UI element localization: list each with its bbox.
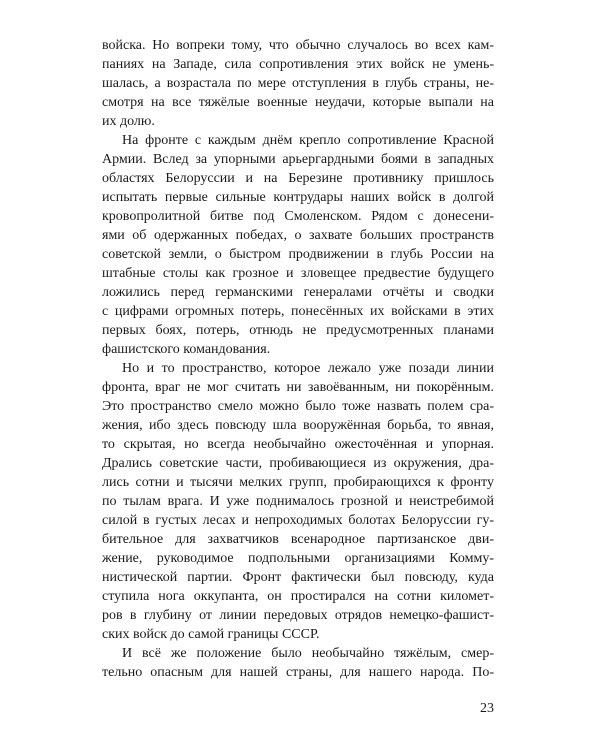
text-line: Дрались советские части, пробивающиеся из окружения, дра- bbox=[102, 456, 494, 471]
text-line: фашистского командования. bbox=[102, 342, 271, 357]
body-text bbox=[102, 36, 494, 682]
text-line: силой в густых лесах и непроходимых болотах Белоруссии гу- bbox=[102, 513, 494, 528]
text-line: войска. Но вопреки тому, что обычно случалось во всех кам- bbox=[102, 38, 494, 53]
text-line: штабные столы как грозное и зловещее предвестие будущего bbox=[102, 266, 494, 281]
text-line: с цифрами огромных потерь, понесённых их войсками в этих bbox=[102, 304, 494, 319]
text-line: жения, ибо здесь повсюду шла вооружённая борьба, то явная, bbox=[102, 418, 494, 433]
text-line: Но и то пространство, которое лежало уже позади линии bbox=[122, 361, 494, 376]
text-line: ложились перед германскими генералами отчёты и сводки bbox=[102, 285, 494, 300]
text-line: ров в глубину от линии передовых отрядов немецко-фашист- bbox=[102, 608, 494, 623]
text-line: по тылам врага. И уже поднималось грозной и неистребимой bbox=[102, 494, 494, 509]
page-number: 23 bbox=[480, 701, 494, 716]
text-line: их долю. bbox=[102, 114, 155, 129]
text-line: На фронте с каждым днём крепло сопротивление Красной bbox=[122, 133, 494, 148]
text-line: И всё же положение было необычайно тяжёлым, смер- bbox=[122, 646, 494, 661]
text-line: первых боях, потерь, отнюдь не предусмотренных планами bbox=[102, 323, 494, 338]
text-line: то скрытая, но всегда необычайно ожесточённая и упорная. bbox=[102, 437, 494, 452]
text-line: нистической партии. Фронт фактически был повсюду, куда bbox=[102, 570, 494, 585]
paragraph bbox=[102, 131, 494, 359]
text-line: ями об одержанных победах, о захвате больших пространств bbox=[102, 228, 494, 243]
paragraph bbox=[102, 644, 494, 682]
text-line: ских войск до самой границы СССР. bbox=[102, 627, 320, 642]
text-line: тельно опасным для нашей страны, для нашего народа. По- bbox=[102, 665, 494, 680]
text-line: кровопролитной битве под Смоленском. Рядом с донесени- bbox=[102, 209, 494, 224]
text-line: испытать первые сильные контрудары наших войск в долгой bbox=[102, 190, 494, 205]
text-line: лись сотни и тысячи мелких групп, пробирающихся к фронту bbox=[102, 475, 494, 490]
text-line: Армии. Вслед за упорными арьергардными боями в западных bbox=[102, 152, 494, 167]
text-line: шалась, а возрастала по мере отступления в глубь страны, не- bbox=[102, 76, 494, 91]
text-line: смотря на все тяжёлые военные неудачи, которые выпали на bbox=[102, 95, 494, 110]
text-line: паниях на Западе, сила сопротивления этих войск не умень- bbox=[102, 57, 494, 72]
paragraph bbox=[102, 36, 494, 131]
paragraph bbox=[102, 359, 494, 644]
text-line: жение, руководимое подпольными организациями Комму- bbox=[102, 551, 494, 566]
text-line: ступила нога оккупанта, он простирался на сотни километ- bbox=[102, 589, 494, 604]
text-line: областях Белоруссии и на Березине противнику пришлось bbox=[102, 171, 494, 186]
text-line: фронта, враг не мог считать ни завоёванным, ни покорённым. bbox=[102, 380, 494, 395]
text-line: советской земли, о быстром продвижении в глубь России на bbox=[102, 247, 494, 262]
text-line: Это пространство смело можно было тоже назвать полем сра- bbox=[102, 399, 494, 414]
text-line: бительное для захватчиков всенародное партизанское дви- bbox=[102, 532, 494, 547]
